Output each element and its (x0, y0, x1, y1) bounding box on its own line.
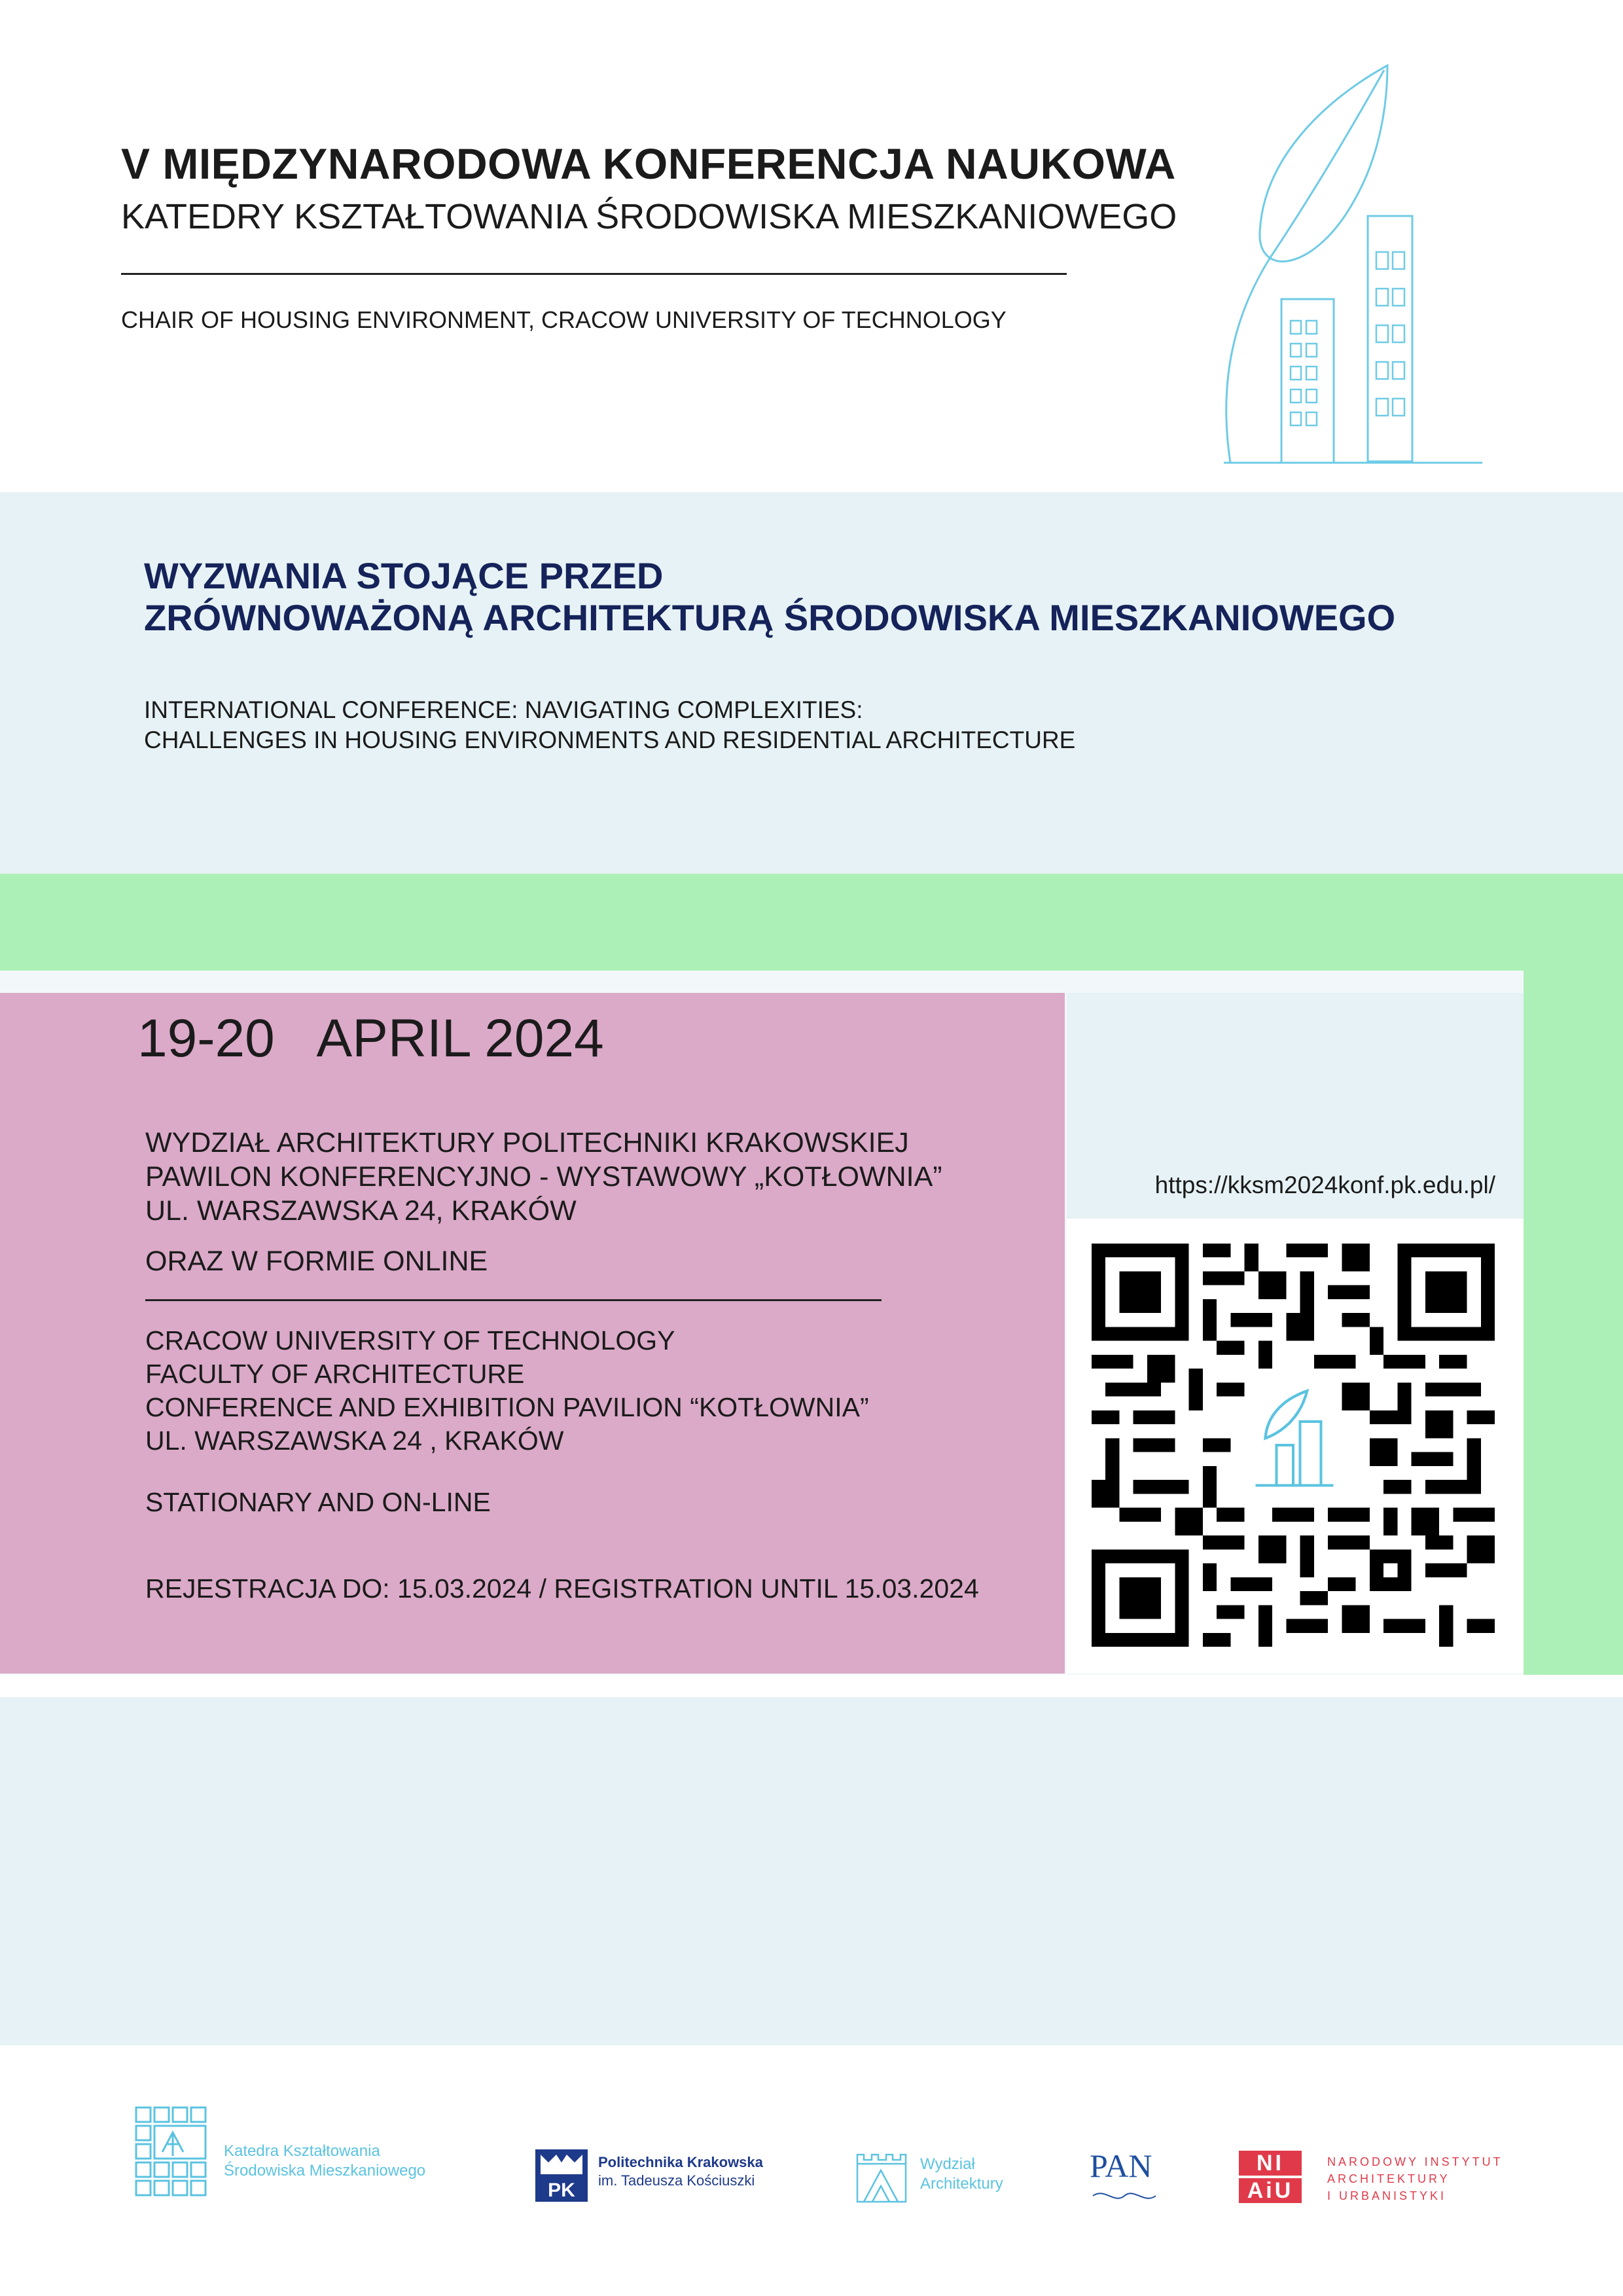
conference-title: V MIĘDZYNARODOWA KONFERENCJA NAUKOWA (121, 139, 1176, 188)
pan-logo-swirl (1092, 2187, 1157, 2204)
kksm-text-line: Katedra Kształtowania (224, 2142, 380, 2160)
event-date: 19-20 APRIL 2024 (137, 1009, 604, 1068)
conference-url[interactable]: https://kksm2024konf.pk.edu.pl/ (1154, 1172, 1495, 1198)
theme-polish-title (144, 555, 1395, 639)
green-side-band (1524, 874, 1623, 1675)
wa-text-line: Wydział (920, 2155, 975, 2173)
venue-polish-line: UL. WARSZAWSKA 24, KRAKÓW (145, 1195, 577, 1227)
kksm-logo-icon (135, 2106, 207, 2203)
venue-english-line: UL. WARSZAWSKA 24 , KRAKÓW (145, 1426, 564, 1456)
niau-text-line: NARODOWY INSTYTUT (1327, 2155, 1503, 2168)
niau-logo-mark (1239, 2151, 1302, 2203)
pan-logo: PAN (1090, 2147, 1152, 2184)
venue-polish-line: WYDZIAŁ ARCHITEKTURY POLITECHNIKI KRAKOWSKIEJ (145, 1127, 909, 1158)
chair-name: CHAIR OF HOUSING ENVIRONMENT, CRACOW UNIVERSITY OF TECHNOLOGY (121, 306, 1007, 333)
venue-english-line: FACULTY OF ARCHITECTURE (145, 1359, 525, 1389)
venue-polish-line: PAWILON KONFERENCYJNO - WYSTAWOWY „KOTŁOWNIA” (145, 1161, 942, 1193)
green-band (0, 874, 1623, 971)
panel-divider (145, 1299, 882, 1301)
venue-english (145, 1324, 869, 1458)
theme-polish-line-2: ZRÓWNOWAŻONĄ ARCHITEKTURĄ ŚRODOWISKA MIESZKANIOWEGO (144, 597, 1396, 638)
niau-mark-bottom: AiU (1239, 2178, 1302, 2203)
bottom-band (0, 1697, 1623, 2045)
theme-english-title (144, 695, 1075, 755)
svg-text:PK: PK (548, 2179, 575, 2201)
registration-deadline: REJESTRACJA DO: 15.03.2024 / REGISTRATION UNTIL 15.03.2024 (145, 1573, 979, 1604)
theme-band (0, 492, 1623, 876)
pk-text-line: im. Tadeusza Kościuszki (598, 2172, 755, 2189)
conference-subtitle: KATEDRY KSZTAŁTOWANIA ŚRODOWISKA MIESZKANIOWEGO (121, 197, 1177, 236)
venue-english-line: CRACOW UNIVERSITY OF TECHNOLOGY (145, 1325, 675, 1355)
theme-polish-line-1: WYZWANIA STOJĄCE PRZED (144, 555, 664, 596)
stationary-online: STATIONARY AND ON-LINE (145, 1487, 491, 1517)
theme-english-line-2: CHALLENGES IN HOUSING ENVIRONMENTS AND RESIDENTIAL ARCHITECTURE (144, 726, 1076, 753)
online-polish: ORAZ W FORMIE ONLINE (145, 1246, 488, 1277)
qr-code[interactable] (1092, 1244, 1495, 1647)
building-leaf-logo (1224, 62, 1486, 465)
niau-text-line: I URBANISTYKI (1327, 2189, 1447, 2202)
wa-text-line: Architektury (920, 2175, 1003, 2193)
niau-mark-top: NI (1239, 2151, 1302, 2176)
kksm-logo-text (224, 2142, 425, 2181)
wa-logo-text (920, 2155, 1003, 2194)
theme-english-line-1: INTERNATIONAL CONFERENCE: NAVIGATING COMPLEXITIES: (144, 696, 863, 723)
pk-logo-text (598, 2153, 763, 2190)
pk-logo-icon (535, 2149, 588, 2202)
venue-english-line: CONFERENCE AND EXHIBITION PAVILION “KOTŁOWNIA” (145, 1392, 869, 1422)
venue-polish (145, 1126, 942, 1228)
kksm-text-line: Środowiska Mieszkaniowego (224, 2162, 426, 2179)
wa-logo-icon (855, 2151, 907, 2203)
header-divider (121, 273, 1067, 275)
niau-text-line: ARCHITEKTURY (1327, 2172, 1450, 2185)
niau-logo-text (1327, 2153, 1503, 2204)
pk-text-line: Politechnika Krakowska (598, 2154, 763, 2170)
